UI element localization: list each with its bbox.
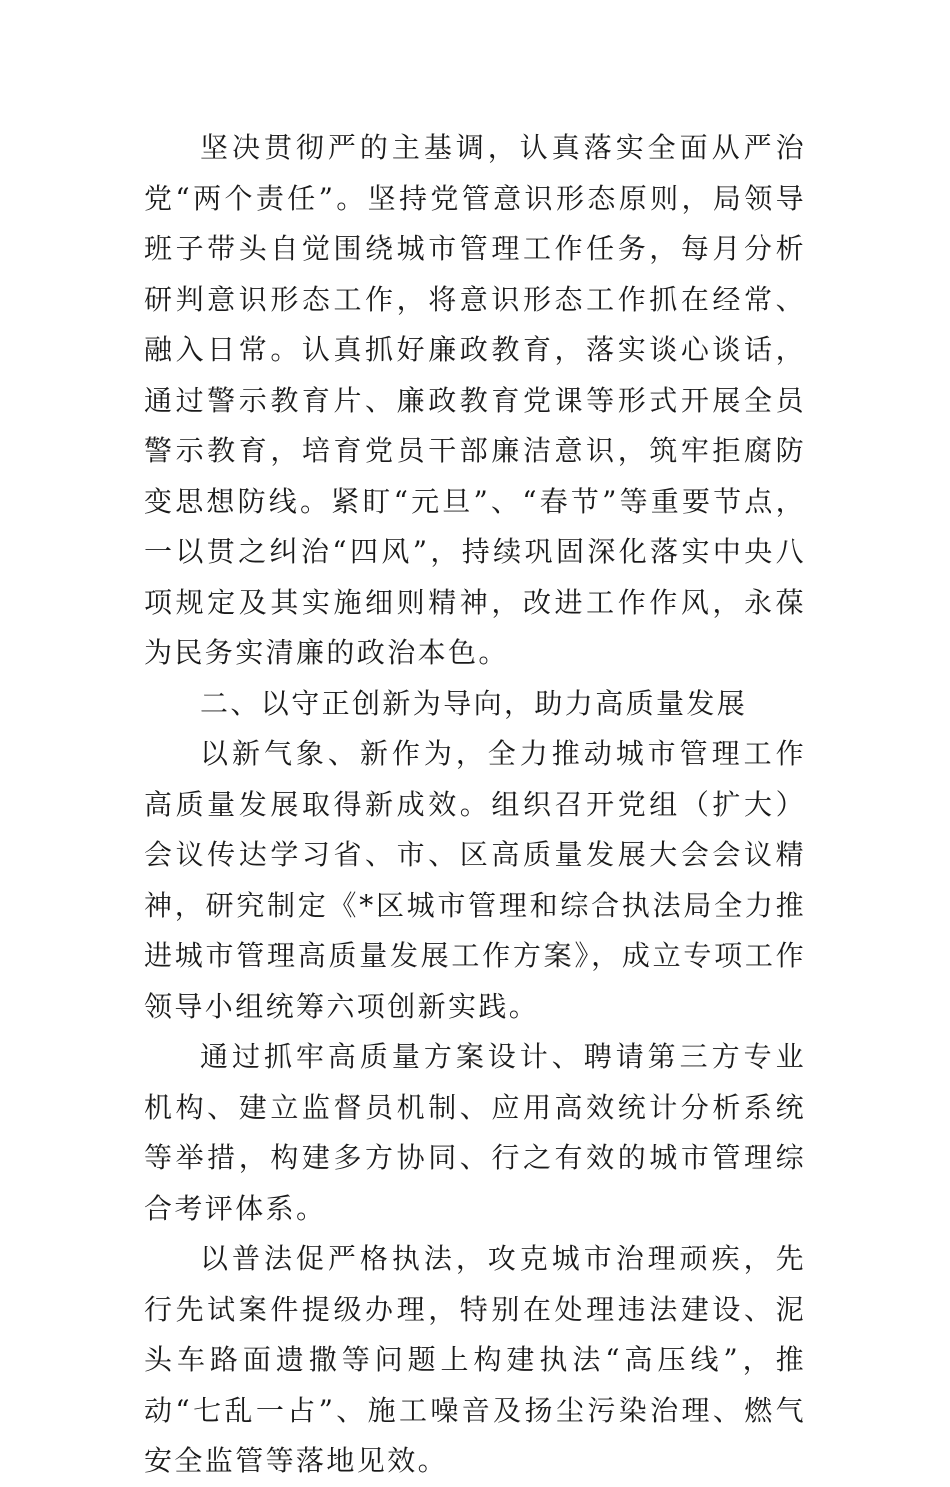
document-body	[144, 123, 806, 1487]
paragraph-discipline: 坚决贯彻严的主基调，认真落实全面从严治党“两个责任”。坚持党管意识形态原则，局领导班子带头自觉围绕城市管理工作任务，每月分析研判意识形态工作，将意识形态工作抓在经常、融入日常。认真抓好廉政教育，落实谈心谈话，通过警示教育片、廉政教育党课等形式开展全员警示教育，培育党员干部廉洁意识，筑牢拒腐防变思想防线。紧盯“元旦”、“春节”等重要节点，一以贯之纠治“四风”，持续巩固深化落实中央八项规定及其实施细则精神，改进工作作风，永葆为民务实清廉的政治本色。	[144, 131, 806, 669]
paragraph-law-enforcement: 以普法促严格执法，攻克城市治理顽疾，先行先试案件提级办理，特别在处理违法建设、泥头车路面遗撒等问题上构建执法“高压线”，推动“七乱一占”、施工噪音及扬尘污染治理、燃气安全监管等落地见效。	[144, 1242, 806, 1477]
paragraph-high-quality: 以新气象、新作为，全力推动城市管理工作高质量发展取得新成效。组织召开党组（扩大）会议传达学习省、市、区高质量发展大会会议精神，研究制定《*区城市管理和综合执法局全力推进城市管理高质量发展工作方案》，成立专项工作领导小组统筹六项创新实践。	[144, 737, 806, 1023]
paragraph-evaluation-system: 通过抓牢高质量方案设计、聘请第三方专业机构、建立监督员机制、应用高效统计分析系统等举措，构建多方协同、行之有效的城市管理综合考评体系。	[144, 1040, 806, 1225]
section-heading-2: 二、以守正创新为导向，助力高质量发展	[200, 686, 748, 720]
